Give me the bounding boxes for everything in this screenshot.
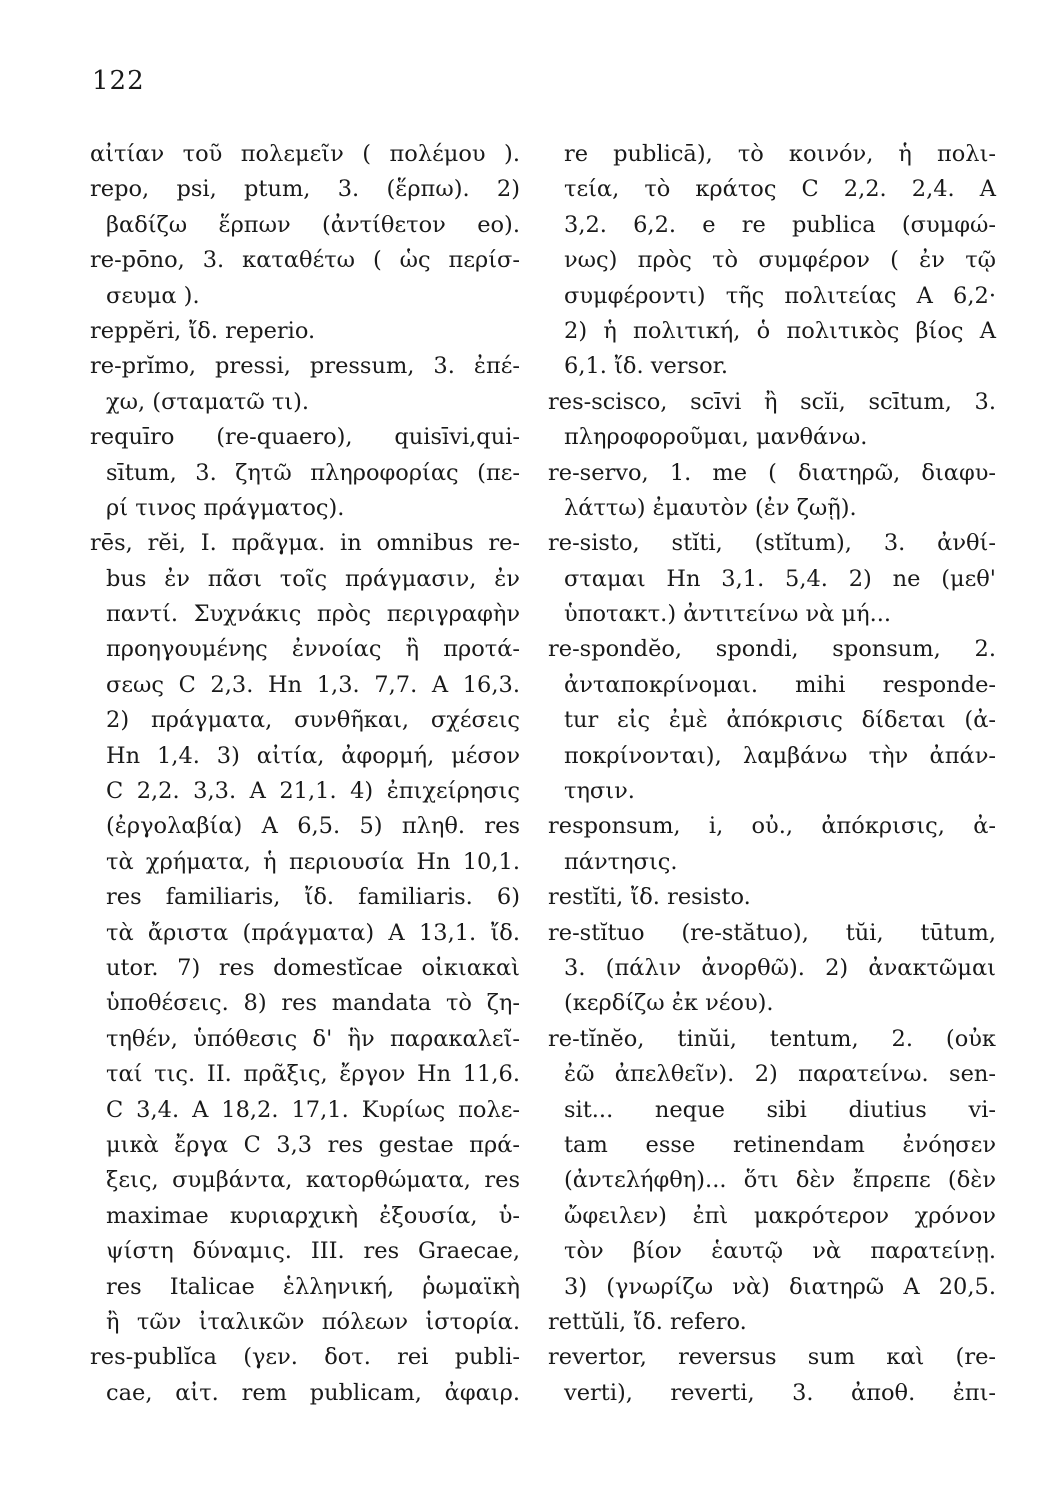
dictionary-line: re publicā), τὸ κοινόν, ἡ πολι- — [564, 141, 996, 167]
dictionary-line: re-tĭnĕo, tinŭi, tentum, 2. (οὐκ — [548, 1025, 996, 1052]
dictionary-line: τηθέν, ὑπόθεσις δ' ἣν παρακαλεῖ- — [106, 1025, 520, 1052]
dictionary-line: παντί. Συχνάκις πρὸς περιγραφὴν — [106, 601, 520, 628]
dictionary-line: maximae κυριαρχικὴ ἐξουσία, ὑ- — [106, 1202, 520, 1229]
dictionary-line: λάττω) ἐμαυτὸν (ἐν ζωῇ). — [564, 494, 857, 521]
dictionary-line: ἐῶ ἀπελθεῖν). 2) παρατείνω. sen- — [564, 1061, 996, 1088]
dictionary-line: re-spondĕo, spondi, sponsum, 2. — [548, 636, 996, 663]
dictionary-line: revertor, reversus sum καὶ (re- — [548, 1344, 996, 1371]
dictionary-line: (ἐργολαβία) A 6,5. 5) πληθ. res — [106, 813, 520, 840]
dictionary-line: 3) (γνωρίζω νὰ) διατηρῶ A 20,5. — [564, 1273, 996, 1300]
dictionary-line: Hn 1,4. 3) αἰτία, ἀφορμή, μέσον — [106, 742, 520, 769]
dictionary-line: repo, psi, ptum, 3. (ἕρπω). 2) — [90, 176, 520, 203]
dictionary-line: 2) πράγματα, συνθῆκαι, σχέσεις — [106, 707, 520, 734]
dictionary-line: tam esse retinendam ἐνόησεν — [564, 1131, 996, 1158]
dictionary-line: ξεις, συμβάντα, κατορθώματα, res — [106, 1167, 520, 1194]
dictionary-line: requīro (re-quaero), quisīvi,qui- — [90, 424, 520, 451]
dictionary-line: σταμαι Hn 3,1. 5,4. 2) ne (μεθ' — [564, 565, 996, 592]
dictionary-line: (κερδίζω ἐκ νέου). — [564, 990, 774, 1017]
dictionary-line: προηγουμένης ἐννοίας ἢ προτά- — [106, 636, 520, 663]
dictionary-line: C 3,4. A 18,2. 17,1. Κυρίως πολε- — [106, 1096, 520, 1123]
dictionary-line: res-scisco, scīvi ἢ scĭi, scītum, 3. — [548, 388, 996, 415]
dictionary-line: reppĕri, ἴδ. reperio. — [90, 317, 316, 344]
dictionary-line: rettŭli, ἴδ. refero. — [548, 1308, 747, 1335]
dictionary-line: τεία, τὸ κράτος C 2,2. 2,4. A — [564, 176, 996, 203]
dictionary-line: res-publĭca (γεν. δοτ. rei publi- — [90, 1344, 520, 1371]
right-column — [548, 137, 996, 1411]
dictionary-line: re-prĭmo, pressi, pressum, 3. ἐπέ- — [90, 353, 520, 380]
dictionary-line: βαδίζω ἕρπων (ἀντίθετον eo). — [106, 211, 520, 238]
dictionary-line: sītum, 3. ζητῶ πληροφορίας (πε- — [106, 459, 520, 486]
dictionary-line: πάντησις. — [564, 848, 678, 875]
dictionary-line: ταί τις. II. πρᾶξις, ἔργον Hn 11,6. — [106, 1061, 520, 1088]
dictionary-line: ψίστη δύναμις. III. res Graecae, — [106, 1238, 520, 1265]
dictionary-line: ἢ τῶν ἰταλικῶν πόλεων ἱστορία. — [106, 1308, 520, 1335]
dictionary-line: res familiaris, ἴδ. familiaris. 6) — [106, 884, 520, 911]
dictionary-line: 3. (πάλιν ἀνορθῶ). 2) ἀνακτῶμαι — [564, 954, 996, 981]
dictionary-line: τησιν. — [564, 778, 635, 805]
dictionary-line: (ἀντελήφθη)... ὅτι δὲν ἔπρεπε (δὲν — [564, 1167, 996, 1194]
dictionary-line: rēs, rĕi, I. πρᾶγμα. in omnibus re- — [90, 530, 520, 557]
dictionary-line: responsum, i, οὐ., ἀπόκρισις, ἀ- — [548, 813, 996, 840]
dictionary-line: 6,1. ἴδ. versor. — [564, 353, 729, 380]
dictionary-line: sit... neque sibi diutius vi- — [564, 1096, 996, 1123]
dictionary-line: restĭti, ἴδ. resisto. — [548, 884, 751, 911]
dictionary-line: re-sisto, stĭti, (stĭtum), 3. ἀνθί- — [548, 530, 996, 557]
dictionary-line: πληροφοροῦμαι, μανθάνω. — [564, 424, 868, 451]
dictionary-line: αἰτίαν τοῦ πολεμεῖν ( πολέμου ). — [90, 141, 520, 167]
dictionary-line: ὤφειλεν) ἐπὶ μακρότερον χρόνον — [564, 1202, 996, 1229]
dictionary-line: tur εἰς ἐμὲ ἀπόκρισις δίδεται (ἀ- — [564, 707, 996, 734]
dictionary-line: τὸν βίον ἑαυτῷ νὰ παρατείνῃ. — [564, 1238, 996, 1265]
dictionary-line: ποκρίνονται), λαμβάνω τὴν ἀπάν- — [564, 742, 996, 769]
dictionary-line: re-servo, 1. me ( διατηρῶ, διαφυ- — [548, 459, 996, 486]
dictionary-line: χω, (σταματῶ τι). — [106, 388, 310, 415]
dictionary-line: νως) πρὸς τὸ συμφέρον ( ἐν τῷ — [564, 247, 996, 274]
dictionary-line: re-stĭtuo (re-stătuo), tŭi, tūtum, — [548, 919, 996, 946]
dictionary-line: συμφέροντι) τῆς πολιτείας A 6,2· — [564, 282, 996, 309]
dictionary-line: ἀνταποκρίνομαι. mihi responde- — [564, 671, 996, 698]
dictionary-line: bus ἐν πᾶσι τοῖς πράγμασιν, ἐν — [106, 565, 520, 592]
dictionary-line: 2) ἡ πολιτική, ὁ πολιτικὸς βίος A — [564, 317, 996, 344]
dictionary-line: ὑποθέσεις. 8) res mandata τὸ ζη- — [106, 990, 520, 1017]
dictionary-line: τὰ ἄριστα (πράγματα) A 13,1. ἴδ. — [106, 919, 520, 946]
dictionary-line: ὑποτακτ.) ἀντιτείνω νὰ μή... — [564, 601, 892, 628]
dictionary-line: σεως C 2,3. Hn 1,3. 7,7. A 16,3. — [106, 671, 520, 698]
dictionary-line: utor. 7) res domestĭcae οἰκιακαὶ — [106, 954, 520, 981]
dictionary-line: re-pōno, 3. καταθέτω ( ὡς περίσ- — [90, 247, 520, 274]
left-column — [90, 137, 520, 1411]
page-number: 122 — [92, 66, 145, 96]
dictionary-line: μικὰ ἔργα C 3,3 res gestae πρά- — [106, 1131, 520, 1158]
dictionary-line: 3,2. 6,2. e re publica (συμφώ- — [564, 211, 996, 238]
dictionary-line: res Italicae ἑλληνική, ῥωμαϊκὴ — [106, 1273, 520, 1300]
dictionary-line: τὰ χρήματα, ἡ περιουσία Hn 10,1. — [106, 848, 520, 875]
dictionary-line: ρί τινος πράγματος). — [106, 494, 345, 521]
dictionary-line: C 2,2. 3,3. A 21,1. 4) ἐπιχείρησις — [106, 778, 520, 805]
dictionary-line: σευμα ). — [106, 282, 200, 309]
dictionary-line: verti), reverti, 3. ἀποθ. ἐπι- — [564, 1379, 996, 1406]
dictionary-line: cae, αἰτ. rem publicam, ἀφαιρ. — [106, 1379, 520, 1406]
